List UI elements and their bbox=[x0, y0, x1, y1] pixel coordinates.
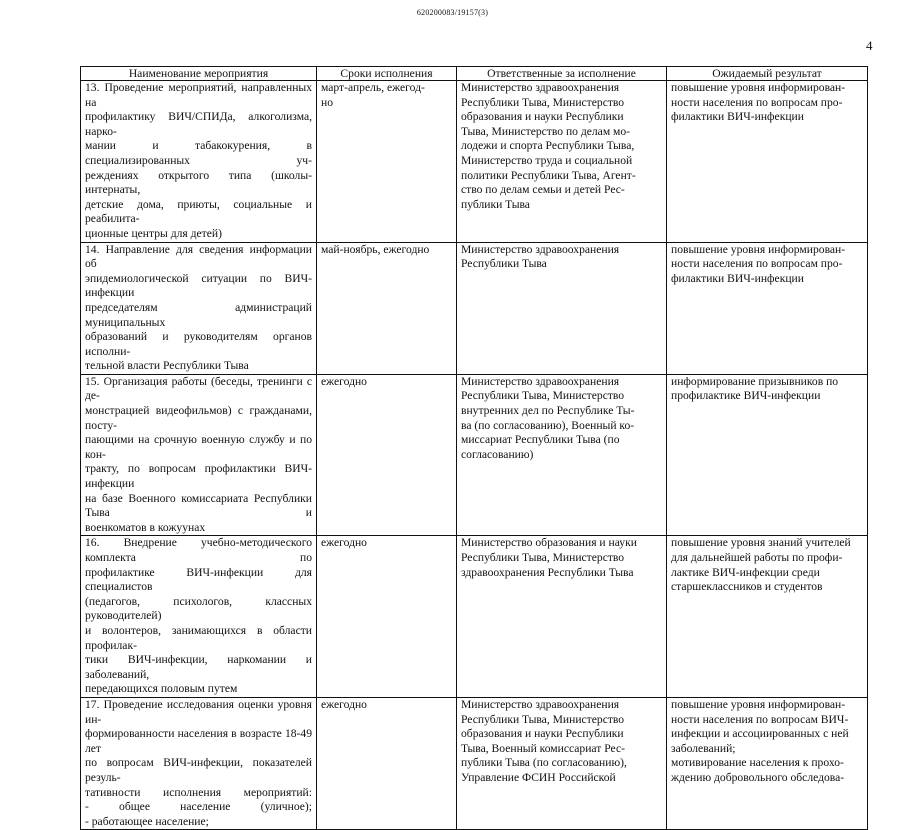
text-line: Республики Тыва, Министерство bbox=[461, 712, 625, 726]
text-line: передающихся половым путем bbox=[85, 682, 238, 696]
cell-result bbox=[667, 697, 868, 829]
page-number: 4 bbox=[866, 38, 873, 53]
cell-name bbox=[81, 536, 317, 698]
cell-result bbox=[667, 81, 868, 243]
text-line: ности населения по вопросам про- bbox=[671, 257, 843, 271]
cell-deadline bbox=[317, 81, 457, 243]
text-line: формированности населения в возрасте 18-49 лет bbox=[85, 727, 312, 755]
text-line: ждению добровольного обследова- bbox=[671, 770, 845, 784]
table-row bbox=[81, 81, 868, 243]
text-line: лактике ВИЧ-инфекции среди bbox=[671, 565, 820, 579]
header-deadline: Сроки исполнения bbox=[317, 67, 457, 81]
text-line: Республики Тыва, Министерство bbox=[461, 551, 625, 564]
text-line: реждениях открытого типа (школы-интернаты, bbox=[85, 168, 312, 197]
text-line: 17. Проведение исследования оценки уровня ин- bbox=[85, 697, 312, 726]
text-line: Министерство здравоохранения bbox=[461, 374, 620, 388]
text-line: инфекции и ассоциированных с ней bbox=[671, 727, 849, 741]
header-name: Наименование мероприятия bbox=[81, 67, 317, 81]
table-row bbox=[81, 697, 868, 829]
text-line: военкоматов в кожуунах bbox=[85, 520, 206, 534]
text-line: мании и табакокурения, в специализированных уч- bbox=[85, 139, 312, 167]
text-line: пающими на срочную военную службу и по кон- bbox=[85, 433, 312, 461]
cell-deadline bbox=[317, 242, 457, 374]
text-line: на базе Военного комиссариата Республики Тыва и bbox=[85, 491, 312, 520]
text-line: ности населения по вопросам ВИЧ- bbox=[671, 712, 849, 726]
measures-table bbox=[80, 66, 868, 830]
text-line: 16. Внедрение учебно-методического комплекта по bbox=[85, 536, 312, 564]
text-line: Республики Тыва bbox=[461, 257, 547, 271]
text-line: Министерство труда и социальной bbox=[461, 153, 633, 167]
text-line: - работающее население; bbox=[85, 814, 209, 828]
text-line: политики Республики Тыва, Агент- bbox=[461, 168, 636, 182]
header-responsible: Ответственные за исполнение bbox=[457, 67, 667, 81]
text-line: Министерство здравоохранения bbox=[461, 242, 620, 256]
text-line: образования и науки Республики bbox=[461, 110, 624, 124]
text-line: март-апрель, ежегод- bbox=[321, 81, 425, 94]
text-line: мотивирование населения к прохо- bbox=[671, 756, 844, 770]
text-line: миссариат Республики Тыва (по bbox=[461, 433, 620, 447]
table-row bbox=[81, 374, 868, 536]
cell-name bbox=[81, 374, 317, 536]
text-line: профилактике ВИЧ-инфекции bbox=[671, 389, 821, 403]
text-line: тики ВИЧ-инфекции, наркомании и заболеваний, bbox=[85, 653, 312, 681]
cell-deadline bbox=[317, 374, 457, 536]
text-line: согласованию) bbox=[461, 447, 534, 461]
table-row bbox=[81, 536, 868, 698]
cell-result bbox=[667, 536, 868, 698]
text-line: повышение уровня информирован- bbox=[671, 242, 846, 256]
document-id: 620200083/19157(3) bbox=[416, 8, 489, 17]
text-line: повышение уровня информирован- bbox=[671, 697, 846, 711]
text-line: Министерство здравоохранения bbox=[461, 697, 620, 711]
text-line: информирование призывников по bbox=[671, 374, 839, 388]
cell-result bbox=[667, 374, 868, 536]
text-line: тативности исполнения мероприятий: bbox=[85, 785, 312, 799]
cell-responsible bbox=[457, 536, 667, 698]
text-line: публики Тыва (по согласованию), bbox=[461, 756, 627, 770]
cell-responsible bbox=[457, 697, 667, 829]
cell-responsible bbox=[457, 374, 667, 536]
cell-name bbox=[81, 81, 317, 243]
text-line: и волонтеров, занимающихся в области профилак- bbox=[85, 623, 312, 652]
table-row bbox=[81, 242, 868, 374]
text-line: ва (по согласованию), Военный ко- bbox=[461, 418, 635, 432]
cell-deadline bbox=[317, 536, 457, 698]
text-line: повышение уровня информирован- bbox=[671, 81, 846, 94]
text-line: эпидемиологической ситуации по ВИЧ-инфекции bbox=[85, 271, 312, 300]
text-line: 14. Направление для сведения информации об bbox=[85, 242, 312, 271]
cell-deadline bbox=[317, 697, 457, 829]
text-line: профилактике ВИЧ-инфекции для специалистов bbox=[85, 565, 312, 594]
text-line: Министерство здравоохранения bbox=[461, 81, 620, 94]
text-line: по вопросам ВИЧ-инфекции, показателей резуль- bbox=[85, 756, 312, 784]
table-header-row bbox=[81, 67, 868, 81]
text-line: заболеваний; bbox=[671, 741, 736, 755]
text-line: председателям администраций муниципальных bbox=[85, 300, 312, 329]
text-line: Республики Тыва, Министерство bbox=[461, 95, 625, 109]
text-line: тракту, по вопросам профилактики ВИЧ-инфекции bbox=[85, 462, 312, 491]
text-line: тельной власти Республики Тыва bbox=[85, 359, 249, 373]
text-line: повышение уровня знаний учителей bbox=[671, 536, 851, 550]
text-line: май-ноябрь, ежегодно bbox=[321, 242, 430, 256]
text-line: 15. Организация работы (беседы, тренинги с де- bbox=[85, 374, 312, 403]
text-line: образований и руководителям органов исполни- bbox=[85, 330, 312, 358]
text-line: филактики ВИЧ-инфекции bbox=[671, 110, 804, 124]
text-line: старшеклассников и студентов bbox=[671, 580, 823, 594]
text-line: детские дома, приюты, социальные и реабилита- bbox=[85, 197, 312, 226]
text-line: филактики ВИЧ-инфекции bbox=[671, 271, 804, 285]
text-line: для дальнейшей работы по профи- bbox=[671, 551, 843, 564]
text-line: ство по делам семьи и детей Рес- bbox=[461, 183, 625, 197]
text-line: Республики Тыва, Министерство bbox=[461, 389, 625, 403]
text-line: но bbox=[321, 95, 334, 109]
text-line: образования и науки Республики bbox=[461, 727, 624, 741]
header-result: Ожидаемый результат bbox=[667, 67, 868, 81]
cell-result bbox=[667, 242, 868, 374]
cell-responsible bbox=[457, 81, 667, 243]
text-line: лодежи и спорта Республики Тыва, bbox=[461, 139, 635, 153]
text-line: здравоохранения Республики Тыва bbox=[461, 565, 634, 579]
text-line: профилактику ВИЧ/СПИДа, алкоголизма, нарко- bbox=[85, 110, 312, 138]
text-line: - общее население (уличное); bbox=[85, 800, 312, 814]
text-line: ежегодно bbox=[321, 374, 367, 388]
text-line: Управление ФСИН Российской bbox=[461, 770, 616, 784]
text-line: ежегодно bbox=[321, 536, 367, 550]
cell-name bbox=[81, 242, 317, 374]
text-line: ежегодно bbox=[321, 697, 367, 711]
text-line: публики Тыва bbox=[461, 197, 530, 211]
text-line: ционные центры для детей) bbox=[85, 226, 222, 240]
text-line: монстрацией видеофильмов) с гражданами, посту- bbox=[85, 404, 312, 432]
text-line: ности населения по вопросам про- bbox=[671, 95, 843, 109]
cell-responsible bbox=[457, 242, 667, 374]
text-line: 13. Проведение мероприятий, направленных на bbox=[85, 81, 312, 109]
text-line: (педагогов, психологов, классных руководителей) bbox=[85, 594, 312, 623]
text-line: Тыва, Военный комиссариат Рес- bbox=[461, 741, 625, 755]
text-line: Тыва, Министерство по делам мо- bbox=[461, 124, 631, 138]
text-line: Министерство образования и науки bbox=[461, 536, 637, 550]
cell-name bbox=[81, 697, 317, 829]
text-line: внутренних дел по Республике Ты- bbox=[461, 404, 635, 418]
